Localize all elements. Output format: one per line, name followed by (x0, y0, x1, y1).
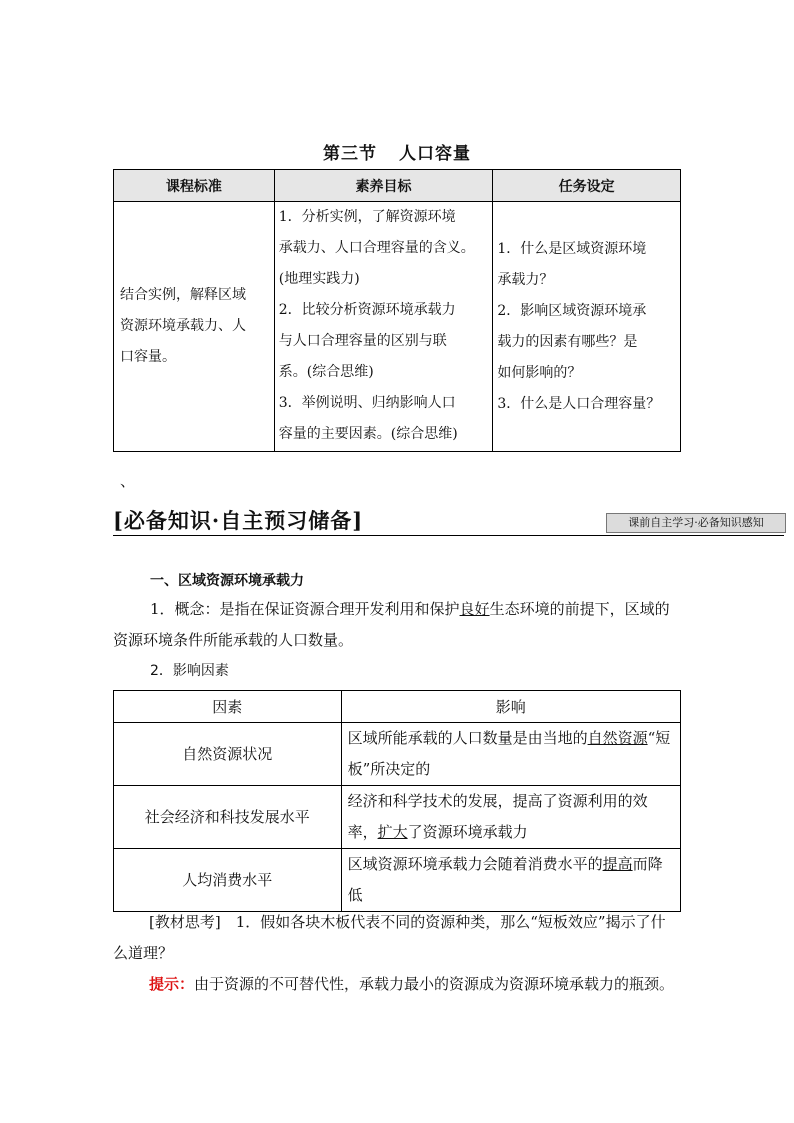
standard-line: 口容量。 (120, 349, 176, 365)
effect-underline: 自然资源 (587, 729, 648, 747)
page-title (0, 139, 794, 164)
standard-line: 结合实例，解释区域 (120, 287, 246, 303)
goal-line: 系。(综合思维) (278, 364, 374, 380)
section-name: 人口容量 (399, 144, 471, 164)
table-row (114, 723, 681, 786)
concept-text: 生态环境的前提下，区域的资源环境条件所能承载的人口数量。 (113, 600, 670, 649)
goal-line: 1．分析实例，了解资源环境 (278, 209, 456, 225)
table-row (114, 786, 681, 849)
standard-line: 资源环境承载力、人 (120, 318, 246, 334)
tasks-cell (493, 202, 681, 452)
effect-text: 区域所能承载的人口数量是由当地的 (347, 729, 588, 747)
task-line: 2．影响区域资源环境承 (497, 302, 647, 319)
textbook-thinking: [教材思考] 1．假如各块木板代表不同的资源种类，那么“短板效应”揭示了什么道理？ (113, 913, 666, 962)
tick-mark: 、 (120, 472, 136, 490)
goal-line: (地理实践力) (278, 271, 360, 287)
goal-line: 3．举例说明、归纳影响人口 (278, 395, 456, 411)
goals-cell (274, 202, 493, 452)
concept-underline: 良好 (459, 600, 490, 618)
task-line: 3．什么是人口合理容量？ (497, 395, 661, 412)
goal-line: 容量的主要因素。(综合思维) (278, 426, 458, 442)
knowledge-heading: 一、区域资源环境承载力 (150, 573, 304, 589)
factors-heading: 2．影响因素 (150, 663, 229, 679)
header-effect: 影响 (341, 691, 680, 723)
section-number: 第三节 (323, 144, 377, 164)
factor-cell: 社会经济和科技发展水平 (114, 786, 342, 849)
effect-underline: 扩大 (377, 823, 408, 841)
table-row (114, 849, 681, 912)
effect-underline: 提高 (602, 855, 633, 873)
effect-text: “短板”所决定的 (347, 729, 671, 778)
section-tag: 课前自主学习·必备知识感知 (606, 513, 786, 533)
task-line: 如何影响的？ (497, 364, 582, 381)
header-goals: 素养目标 (274, 170, 493, 202)
effect-cell (341, 849, 680, 912)
effect-text: 区域资源环境承载力会随着消费水平的 (347, 855, 603, 873)
effect-text: 了资源环境承载力 (407, 823, 528, 841)
concept-paragraph (113, 594, 679, 656)
factor-table (113, 690, 681, 912)
factor-cell: 自然资源状况 (114, 723, 342, 786)
hint-text: 由于资源的不可替代性，承载力最小的资源成为资源环境承载力的瓶颈。 (194, 975, 675, 993)
hint-paragraph (113, 969, 679, 1000)
header-tasks: 任务设定 (493, 170, 681, 202)
standard-cell (114, 202, 275, 452)
hint-label: 提示： (149, 975, 195, 993)
section-header: [必备知识·自主预习储备] (113, 508, 364, 533)
goal-line: 承载力、人口合理容量的含义。 (278, 240, 475, 256)
task-line: 承载力？ (497, 271, 554, 288)
task-line: 载力的因素有哪些？是 (497, 333, 638, 350)
header-factor: 因素 (114, 691, 342, 723)
effect-cell (341, 786, 680, 849)
curriculum-table (113, 169, 681, 452)
task-line: 1．什么是区域资源环境 (497, 240, 647, 257)
effect-text: 经济和科学技术的发展，提高了资源利用的效率， (347, 792, 648, 841)
section-divider (113, 535, 784, 536)
factor-cell: 人均消费水平 (114, 849, 342, 912)
goal-line: 与人口合理容量的区别与联 (278, 333, 447, 349)
effect-cell (341, 723, 680, 786)
goal-line: 2．比较分析资源环境承载力 (278, 302, 456, 318)
effect-text: 而降低 (347, 855, 663, 904)
header-standard: 课程标准 (114, 170, 275, 202)
concept-text: 1．概念：是指在保证资源合理开发利用和保护 (150, 600, 460, 618)
